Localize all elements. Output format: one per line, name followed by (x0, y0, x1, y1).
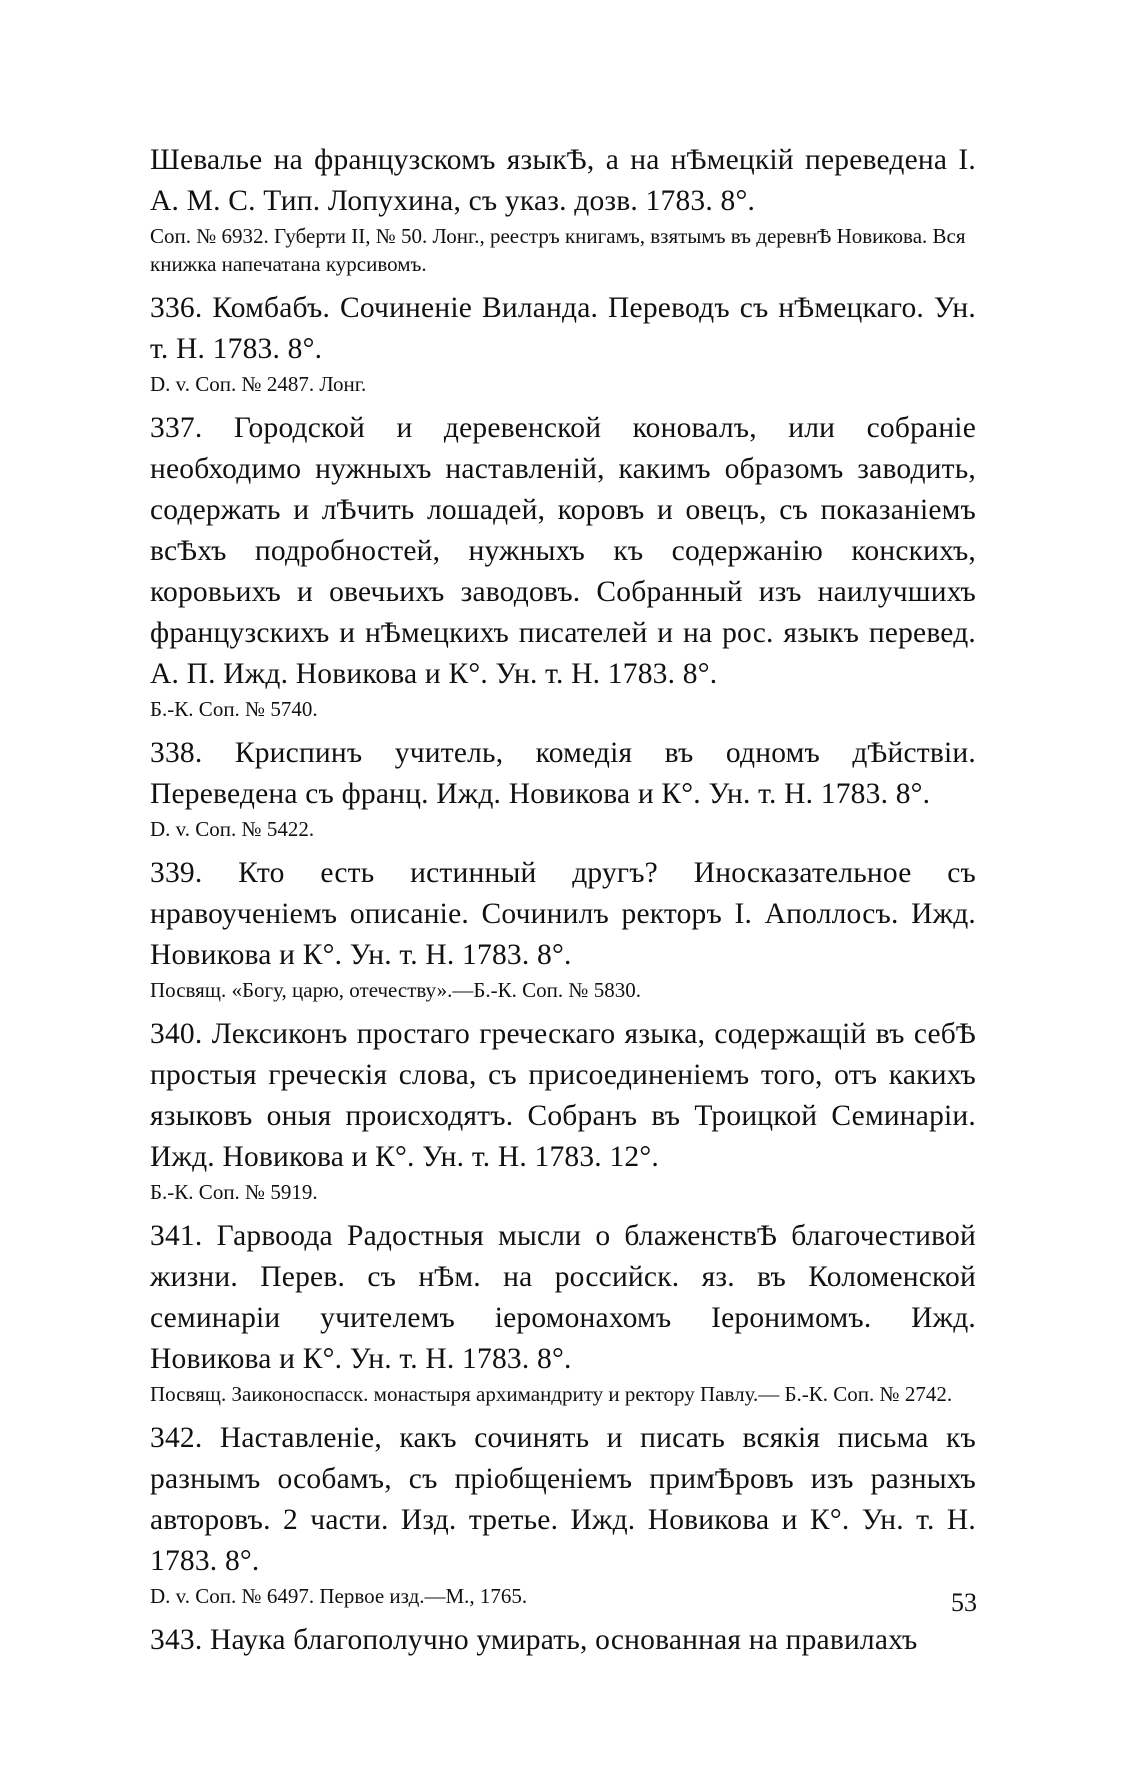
continuation-entry (150, 140, 976, 278)
entry-note: Б.-К. Соп. № 5740. (150, 697, 318, 721)
entry-text: Шевалье на французскомъ языкѢ, а на нѢмецкій переведена I. А. М. С. Тип. Лопухина, съ указ. дозв. 1783. 8°. (150, 144, 976, 217)
page-content (150, 140, 976, 1661)
entry-note: D. v. Соп. № 5422. (150, 817, 315, 841)
entry-343 (150, 1620, 976, 1661)
entry-note: Посвящ. Заиконоспасск. монастыря архимандриту и ректору Павлу.— Б.-К. Соп. № 2742. (150, 1382, 953, 1406)
entry-text: 340. Лексиконъ простаго греческаго языка, содержащій въ себѢ простыя греческія слова, съ присоединеніемъ того, отъ какихъ языковъ оныя происходятъ. Собранъ въ Троицкой Семинаріи. Ижд. Новикова и К°. Ун. т. Н. 1783. 12°. (150, 1018, 976, 1173)
entry-339 (150, 853, 976, 1004)
entry-text: 342. Наставленіе, какъ сочинять и писать всякія письма къ разнымъ особамъ, съ пріобщеніемъ примѢровъ изъ разныхъ авторовъ. 2 части. Изд. третье. Ижд. Новикова и К°. Ун. т. Н. 1783. 8°. (150, 1422, 976, 1577)
entry-341 (150, 1216, 976, 1408)
entry-336 (150, 288, 976, 398)
entry-text: 337. Городской и деревенской коновалъ, или собраніе необходимо нужныхъ наставленій, какимъ образомъ заводить, содержать и лѢчить лошадей, коровъ и овецъ, съ показаніемъ всѢхъ подробностей, нужныхъ къ содержанію конскихъ, коровьихъ и овечьихъ заводовъ. Собранный изъ наилучшихъ французскихъ и нѢмецкихъ писателей и на рос. языкъ перевед. А. П. Ижд. Новикова и К°. Ун. т. Н. 1783. 8°. (150, 412, 976, 690)
entry-338 (150, 733, 976, 843)
entry-note: D. v. Соп. № 6497. Первое изд.—М., 1765. (150, 1584, 528, 1608)
entry-342 (150, 1418, 976, 1610)
entry-337 (150, 408, 976, 723)
entry-text: 339. Кто есть истинный другъ? Иносказательное съ нравоученіемъ описаніе. Сочинилъ ректоръ I. Аполлосъ. Ижд. Новикова и К°. Ун. т. Н. 1783. 8°. (150, 857, 976, 971)
entry-340 (150, 1014, 976, 1206)
entry-text: 338. Криспинъ учитель, комедія въ одномъ дѢйствіи. Переведена съ франц. Ижд. Новикова и К°. Ун. т. Н. 1783. 8°. (150, 737, 976, 810)
entry-note: Б.-К. Соп. № 5919. (150, 1180, 318, 1204)
page-number: 53 (951, 1588, 977, 1617)
entry-text: 343. Наука благополучно умирать, основанная на правилахъ (150, 1624, 918, 1656)
entry-note: Посвящ. «Богу, царю, отечеству».—Б.-К. Соп. № 5830. (150, 978, 641, 1002)
entry-note: D. v. Соп. № 2487. Лонг. (150, 372, 367, 396)
entry-note: Соп. № 6932. Губерти II, № 50. Лонг., реестръ книгамъ, взятымъ въ деревнѢ Новикова. Вся книжка напечатана курсивомъ. (150, 224, 966, 276)
entry-text: 341. Гарвоода Радостныя мысли о блаженствѢ благочестивой жизни. Перев. съ нѢм. на российск. яз. въ Коломенской семинаріи учителемъ іеромонахомъ Іеронимомъ. Ижд. Новикова и К°. Ун. т. Н. 1783. 8°. (150, 1220, 976, 1375)
entry-text: 336. Комбабъ. Сочиненіе Виланда. Переводъ съ нѢмецкаго. Ун. т. Н. 1783. 8°. (150, 292, 976, 365)
